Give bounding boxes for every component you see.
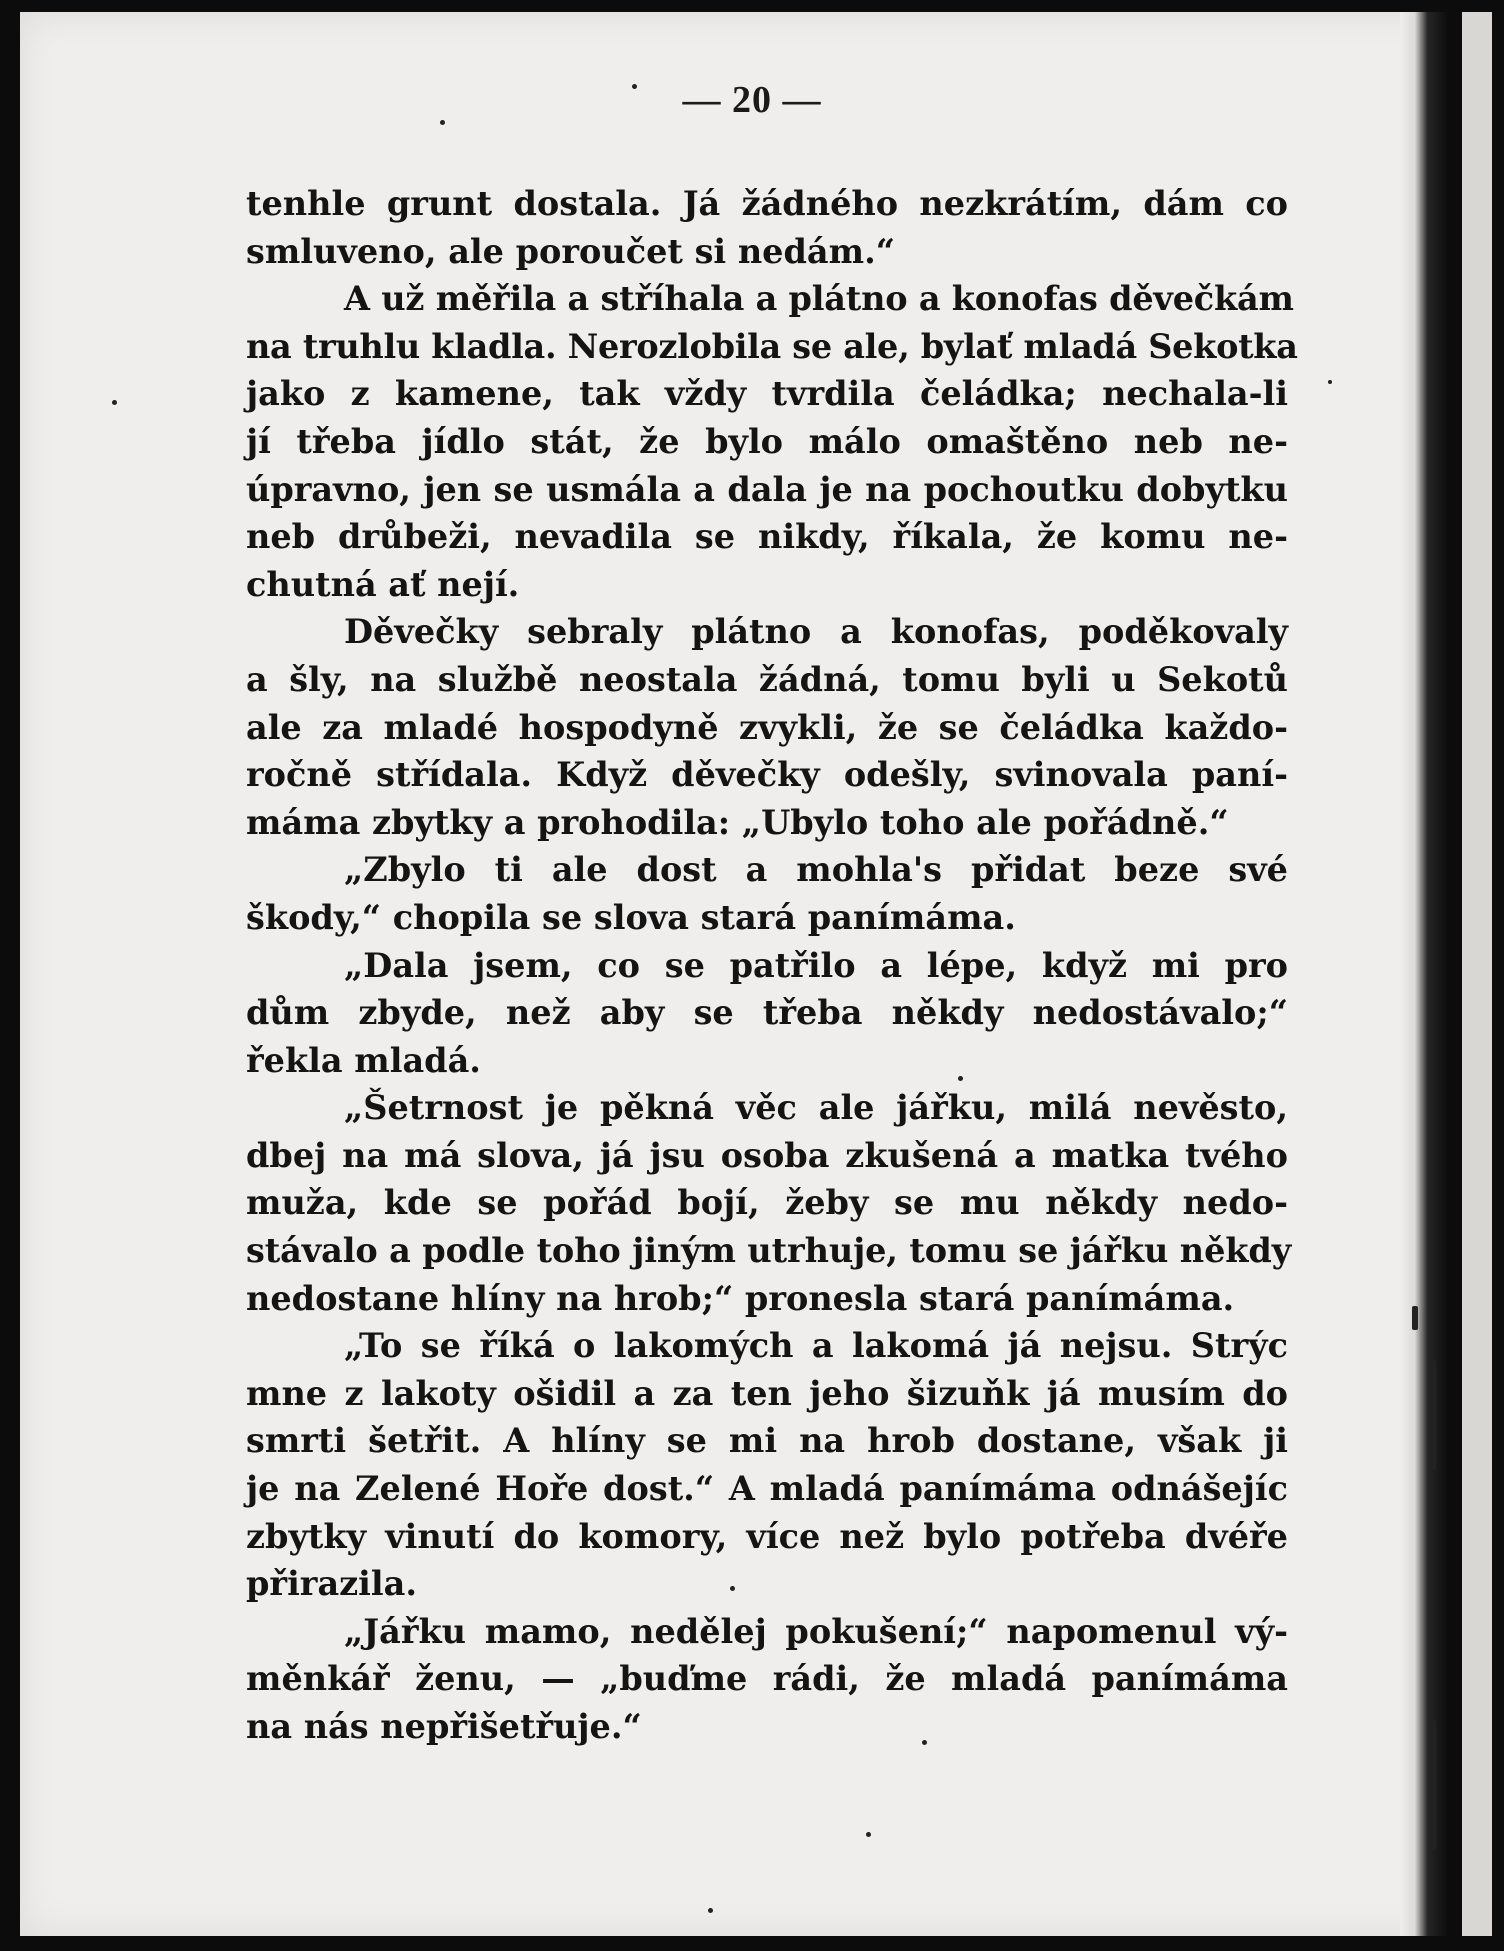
text-line: máma zbytky a prohodila: „Ubylo toho ale pořádně.“ [246,802,1229,842]
text-line: dbej na má slova, já jsu osoba zkušená a matka tvého [246,1135,1288,1175]
text-line: škody,“ chopila se slova stará panímáma. [246,897,1016,937]
text-line: ročně střídala. Když děvečky odešly, svinovala paní- [246,755,1288,795]
text-line: „Zbylo ti ale dost a mohla's přidat beze své [344,850,1288,890]
adjacent-page-edge [1458,12,1492,1936]
text-line: jí třeba jídlo stát, že bylo málo omaštěno neb ne- [246,421,1288,461]
text-line: měnkář ženu, — „buďme rádi, že mladá panímáma [246,1659,1288,1699]
scan-speck [1328,380,1332,384]
text-line: „To se říká o lakomých a lakomá já nejsu. Strýc [344,1326,1288,1366]
text-line: přirazila. [246,1564,418,1604]
scan-speck [730,1586,735,1591]
page-number: — 20 — [682,79,822,121]
text-line: „Jářku mamo, nedělej pokušení;“ napomenul vý- [344,1611,1288,1651]
text-line: řekla mladá. [246,1040,481,1080]
text-line: smluveno, ale poroučet si nedám.“ [246,231,895,271]
text-line: na truhlu kladla. Nerozlobila se ale, bylať mladá Sekotka [246,326,1298,366]
scan-speck [1432,1720,1436,1850]
scan-speck [1412,1306,1418,1330]
scan-speck [440,120,445,125]
scan-speck [958,1076,963,1081]
text-line: muža, kde se pořád bojí, žeby se mu někdy nedo- [246,1183,1288,1223]
text-line: chutná ať nejí. [246,564,520,604]
body-text [246,180,1298,1751]
scan-speck [1432,1360,1436,1470]
text-line: smrti šetřit. A hlíny se mi na hrob dostane, však ji [246,1421,1288,1461]
text-line: dům zbyde, než aby se třeba někdy nedostávalo;“ [246,993,1288,1033]
page-gutter-shadow [1400,12,1450,1936]
text-line: a šly, na službě neostala žádná, tomu byli u Sekotů [246,659,1288,699]
text-line: na nás nepřišetřuje.“ [246,1707,642,1746]
scan-speck [922,1740,927,1745]
text-line: tenhle grunt dostala. Já žádného nezkrátím, dám co [246,184,1288,223]
text-line: neb drůbeži, nevadila se nikdy, říkala, že komu ne- [246,517,1288,557]
text-line: A už měřila a stříhala a plátno a konofas děvečkám [344,279,1294,319]
text-line: ale za mladé hospodyně zvykli, že se čeládka každo- [246,707,1288,747]
scan-speck [112,400,117,405]
text-line: je na Zelené Hoře dost.“ A mladá panímáma odnášejíc [246,1469,1288,1509]
text-line: nedostane hlíny na hrob;“ pronesla stará panímáma. [246,1278,1235,1318]
scan-speck [708,1908,713,1913]
text-line: „Šetrnost je pěkná věc ale jářku, milá nevěsto, [344,1088,1288,1128]
text-line: stávalo a podle toho jiným utrhuje, tomu se jářku někdy [246,1231,1292,1271]
text-line: „Dala jsem, co se patřilo a lépe, když mi pro [344,945,1288,985]
text-line: jako z kamene, tak vždy tvrdila čeládka; nechala-li [246,374,1288,414]
scan-speck [632,84,637,89]
text-line: Děvečky sebraly plátno a konofas, poděkovaly [344,612,1288,652]
scan-speck [866,1832,871,1837]
text-line: úpravno, jen se usmála a dala je na pochoutku dobytku [246,469,1288,509]
text-line: mne z lakoty ošidil a za ten jeho šizuňk já musím do [246,1373,1288,1413]
text-line: zbytky vinutí do komory, více než bylo potřeba dvéře [246,1516,1288,1556]
